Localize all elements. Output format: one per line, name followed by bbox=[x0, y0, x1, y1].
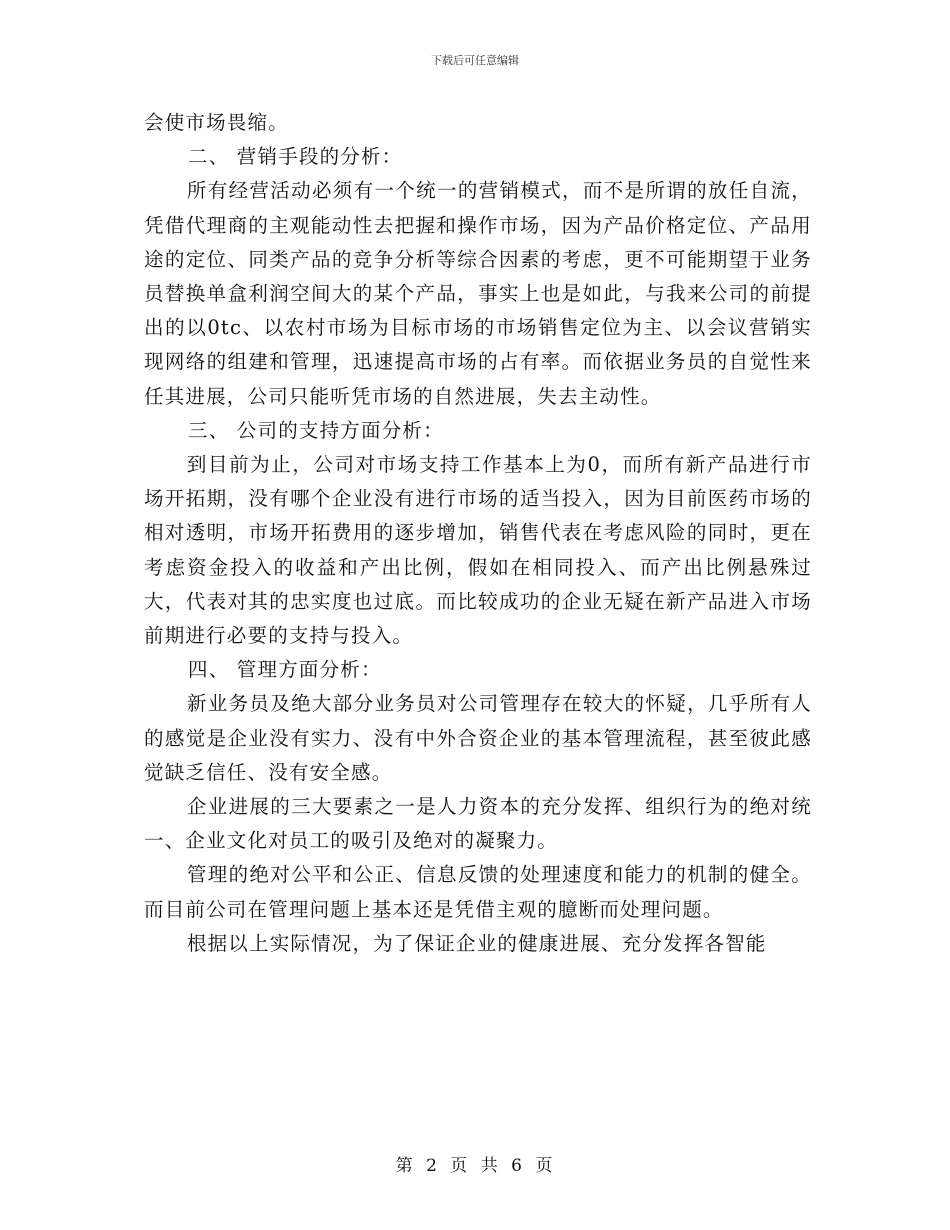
paragraph-conclusion: 根据以上实际情况，为了保证企业的健康进展、充分发挥各智能 bbox=[186, 931, 767, 955]
paragraph-management-3: 管理的绝对公平和公正、信息反馈的处理速度和能力的机制的健全。而目前公司在管理问题上基本还是凭借主观的臆断而处理问题。 bbox=[144, 863, 812, 921]
section-heading-management: 四、 管理方面分析： bbox=[188, 658, 382, 682]
paragraph-management-2: 企业进展的三大要素之一是人力资本的充分发挥、组织行为的绝对统一、企业文化对员工的吸引及绝对的凝聚力。 bbox=[144, 795, 812, 853]
document-body bbox=[144, 106, 812, 961]
paragraph-marketing: 所有经营活动必须有一个统一的营销模式，而不是所谓的放任自流，凭借代理商的主观能动性去把握和操作市场，因为产品价格定位、产品用途的定位、同类产品的竞争分析等综合因素的考虑，更不可能期望于业务员替换单盒利润空间大的某个产品，事实上也是如此，与我来公司的前提出的以0tc、以农村市场为目标市场的市场销售定位为主、以会议营销实现网络的组建和管理，迅速提高市场的占有率。而依据业务员的自觉性来任其进展，公司只能听凭市场的自然进展，失去主动性。 bbox=[144, 179, 812, 408]
paragraph-management-1: 新业务员及绝大部分业务员对公司管理存在较大的怀疑，几乎所有人的感觉是企业没有实力、没有中外合资企业的基本管理流程，甚至彼此感觉缺乏信任、没有安全感。 bbox=[144, 692, 812, 784]
page-header: 下载后可任意编辑 bbox=[431, 54, 519, 67]
paragraph-support: 到目前为止，公司对市场支持工作基本上为0，而所有新产品进行市场开拓期，没有哪个企业没有进行市场的适当投入，因为目前医药市场的相对透明，市场开拓费用的逐步增加，销售代表在考虑风险的同时，更在考虑资金投入的收益和产出比例，假如在相同投入、而产出比例悬殊过大，代表对其的忠实度也过底。而比较成功的企业无疑在新产品进入市场前期进行必要的支持与投入。 bbox=[144, 453, 812, 648]
section-heading-marketing: 二、 营销手段的分析： bbox=[188, 145, 403, 169]
paragraph-continuation: 会使市场畏缩。 bbox=[144, 111, 289, 134]
page-number-footer: 第 2 页 共 6 页 bbox=[395, 1156, 555, 1176]
section-heading-support: 三、 公司的支持方面分析： bbox=[188, 418, 444, 442]
